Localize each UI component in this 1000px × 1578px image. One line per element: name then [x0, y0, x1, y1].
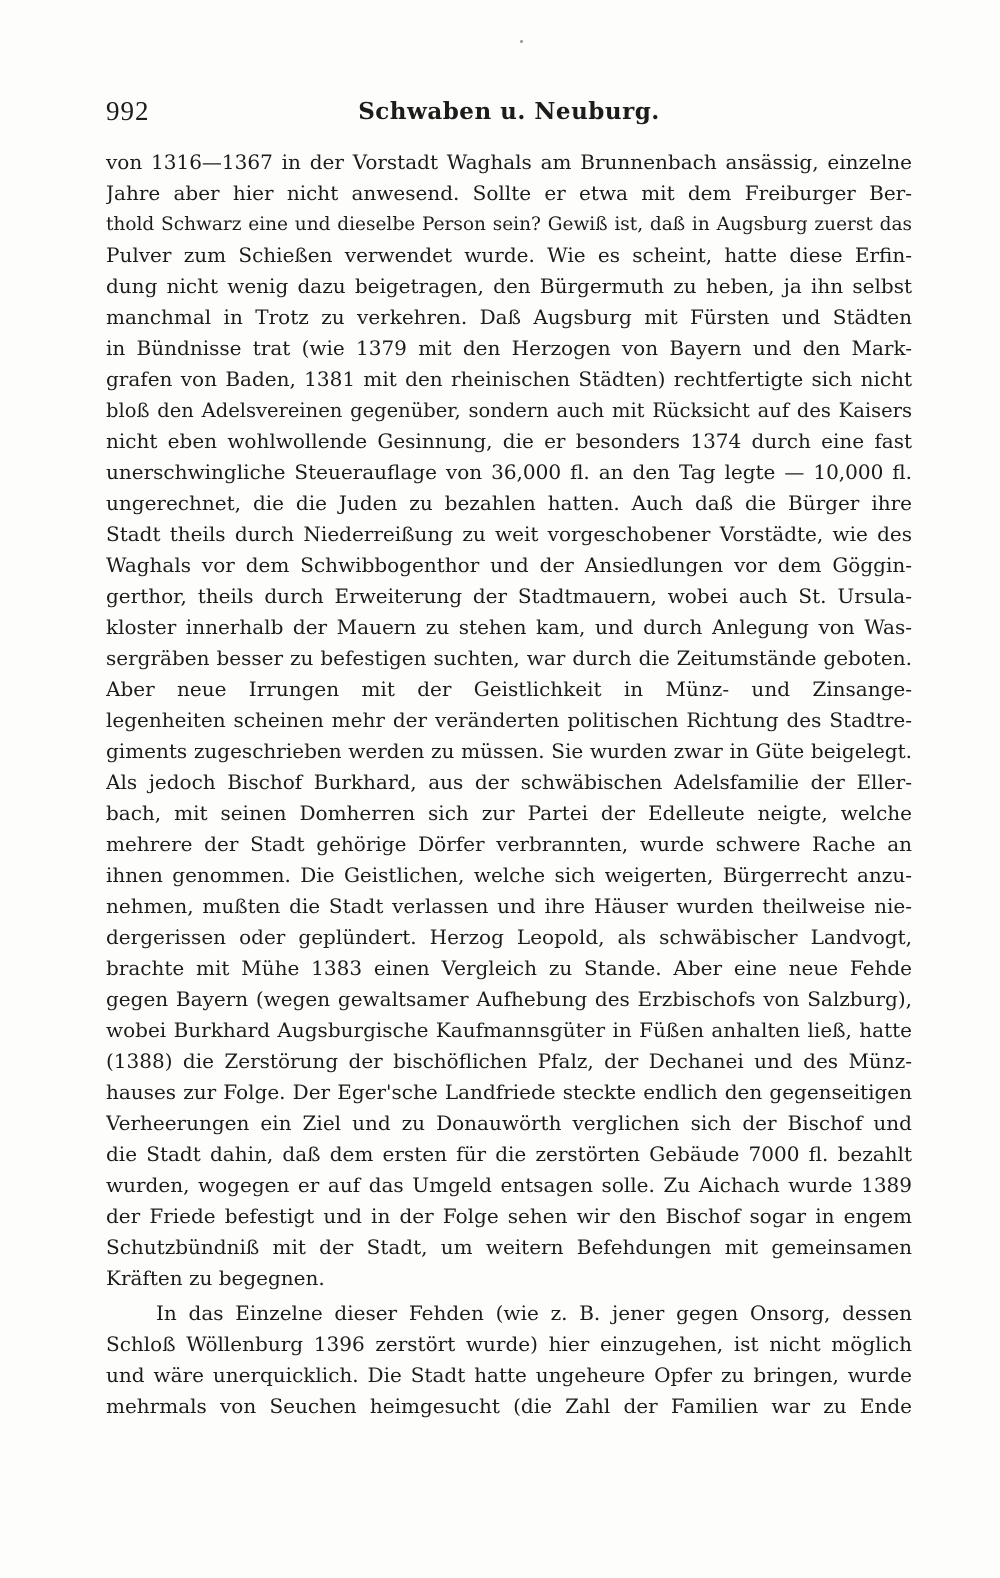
- text-line: Waghals vor dem Schwibbogenthor und der Ansiedlungen vor dem Göggin-: [106, 553, 912, 577]
- paragraph-1: [106, 147, 912, 1294]
- text-line: thold Schwarz eine und dieselbe Person sein? Gewiß ist, daß in Augsburg zuerst das: [106, 214, 912, 235]
- text-line: Schloß Wöllenburg 1396 zerstört wurde) hier einzugehen, ist nicht möglich: [106, 1332, 912, 1356]
- text-line: dung nicht wenig dazu beigetragen, den Bürgermuth zu heben, ja ihn selbst: [106, 274, 912, 298]
- text-line: brachte mit Mühe 1383 einen Vergleich zu Stande. Aber eine neue Fehde: [106, 956, 912, 980]
- text-line: mehrmals von Seuchen heimgesucht (die Zahl der Familien war zu Ende: [106, 1394, 912, 1418]
- text-line: wurden, wogegen er auf das Umgeld entsagen solle. Zu Aichach wurde 1389: [106, 1173, 912, 1197]
- text-line: und wäre unerquicklich. Die Stadt hatte ungeheure Opfer zu bringen, wurde: [106, 1363, 912, 1387]
- text-line: (1388) die Zerstörung der bischöflichen Pfalz, der Dechanei und des Münz-: [106, 1049, 912, 1073]
- text-line: legenheiten scheinen mehr der veränderten politischen Richtung des Stadtre-: [106, 708, 912, 732]
- page-number: 992: [106, 96, 150, 126]
- text-line: Jahre aber hier nicht anwesend. Sollte er etwa mit dem Freiburger Ber-: [106, 181, 912, 205]
- running-title: Schwaben u. Neuburg.: [358, 98, 660, 125]
- text-line: gerthor, theils durch Erweiterung der Stadtmauern, wobei auch St. Ursula-: [106, 584, 912, 608]
- text-line: kloster innerhalb der Mauern zu stehen kam, und durch Anlegung von Was-: [106, 615, 912, 639]
- text-line: Kräften zu begegnen.: [106, 1266, 325, 1290]
- paper-speck: [520, 40, 523, 43]
- text-line: wobei Burkhard Augsburgische Kaufmannsgüter in Füßen anhalten ließ, hatte: [106, 1018, 912, 1042]
- text-line: bach, mit seinen Domherren sich zur Partei der Edelleute neigte, welche: [106, 801, 912, 825]
- text-line: von 1316—1367 in der Vorstadt Waghals am Brunnenbach ansässig, einzelne: [106, 150, 912, 174]
- text-line: giments zugeschrieben werden zu müssen. Sie wurden zwar in Güte beigelegt.: [106, 739, 912, 763]
- text-line: gegen Bayern (wegen gewaltsamer Aufhebung des Erzbischofs von Salzburg),: [106, 987, 912, 1011]
- text-line: dergerissen oder geplündert. Herzog Leopold, als schwäbischer Landvogt,: [106, 925, 912, 949]
- text-line: nicht eben wohlwollende Gesinnung, die er besonders 1374 durch eine fast: [106, 429, 912, 453]
- text-line: nehmen, mußten die Stadt verlassen und ihre Häuser wurden theilweise nie-: [106, 894, 912, 918]
- paragraph-2: [106, 1298, 912, 1422]
- text-line: Aber neue Irrungen mit der Geistlichkeit in Münz- und Zinsange-: [106, 677, 912, 701]
- text-line: mehrere der Stadt gehörige Dörfer verbrannten, wurde schwere Rache an: [106, 832, 912, 856]
- text-line: manchmal in Trotz zu verkehren. Daß Augsburg mit Fürsten und Städten: [106, 305, 912, 329]
- text-line: Verheerungen ein Ziel und zu Donauwörth verglichen sich der Bischof und: [106, 1111, 912, 1135]
- text-line: sergräben besser zu befestigen suchten, war durch die Zeitumstände geboten.: [106, 646, 912, 670]
- text-line: Pulver zum Schießen verwendet wurde. Wie es scheint, hatte diese Erfin-: [106, 243, 912, 267]
- text-line: in Bündnisse trat (wie 1379 mit den Herzogen von Bayern und den Mark-: [106, 336, 912, 360]
- text-line: ihnen genommen. Die Geistlichen, welche sich weigerten, Bürgerrecht anzu-: [106, 863, 912, 887]
- text-line: die Stadt dahin, daß dem ersten für die zerstörten Gebäude 7000 fl. bezahlt: [106, 1142, 912, 1166]
- text-line: In das Einzelne dieser Fehden (wie z. B. jener gegen Onsorg, dessen: [156, 1301, 912, 1325]
- text-line: unerschwingliche Steuerauflage von 36,000 fl. an den Tag legte — 10,000 fl.: [106, 460, 912, 484]
- text-line: der Friede befestigt und in der Folge sehen wir den Bischof sogar in engem: [106, 1204, 912, 1228]
- text-line: Als jedoch Bischof Burkhard, aus der schwäbischen Adelsfamilie der Eller-: [106, 770, 912, 794]
- text-line: Schutzbündniß mit der Stadt, um weitern Befehdungen mit gemeinsamen: [106, 1235, 912, 1259]
- text-line: ungerechnet, die die Juden zu bezahlen hatten. Auch daß die Bürger ihre: [106, 491, 912, 515]
- page-header: [106, 96, 912, 132]
- text-line: grafen von Baden, 1381 mit den rheinischen Städten) rechtfertigte sich nicht: [106, 367, 912, 391]
- text-line: hauses zur Folge. Der Eger'sche Landfriede steckte endlich den gegenseitigen: [106, 1080, 912, 1104]
- text-line: Stadt theils durch Niederreißung zu weit vorgeschobener Vorstädte, wie des: [106, 522, 912, 546]
- text-line: bloß den Adelsvereinen gegenüber, sondern auch mit Rücksicht auf des Kaisers: [106, 399, 912, 422]
